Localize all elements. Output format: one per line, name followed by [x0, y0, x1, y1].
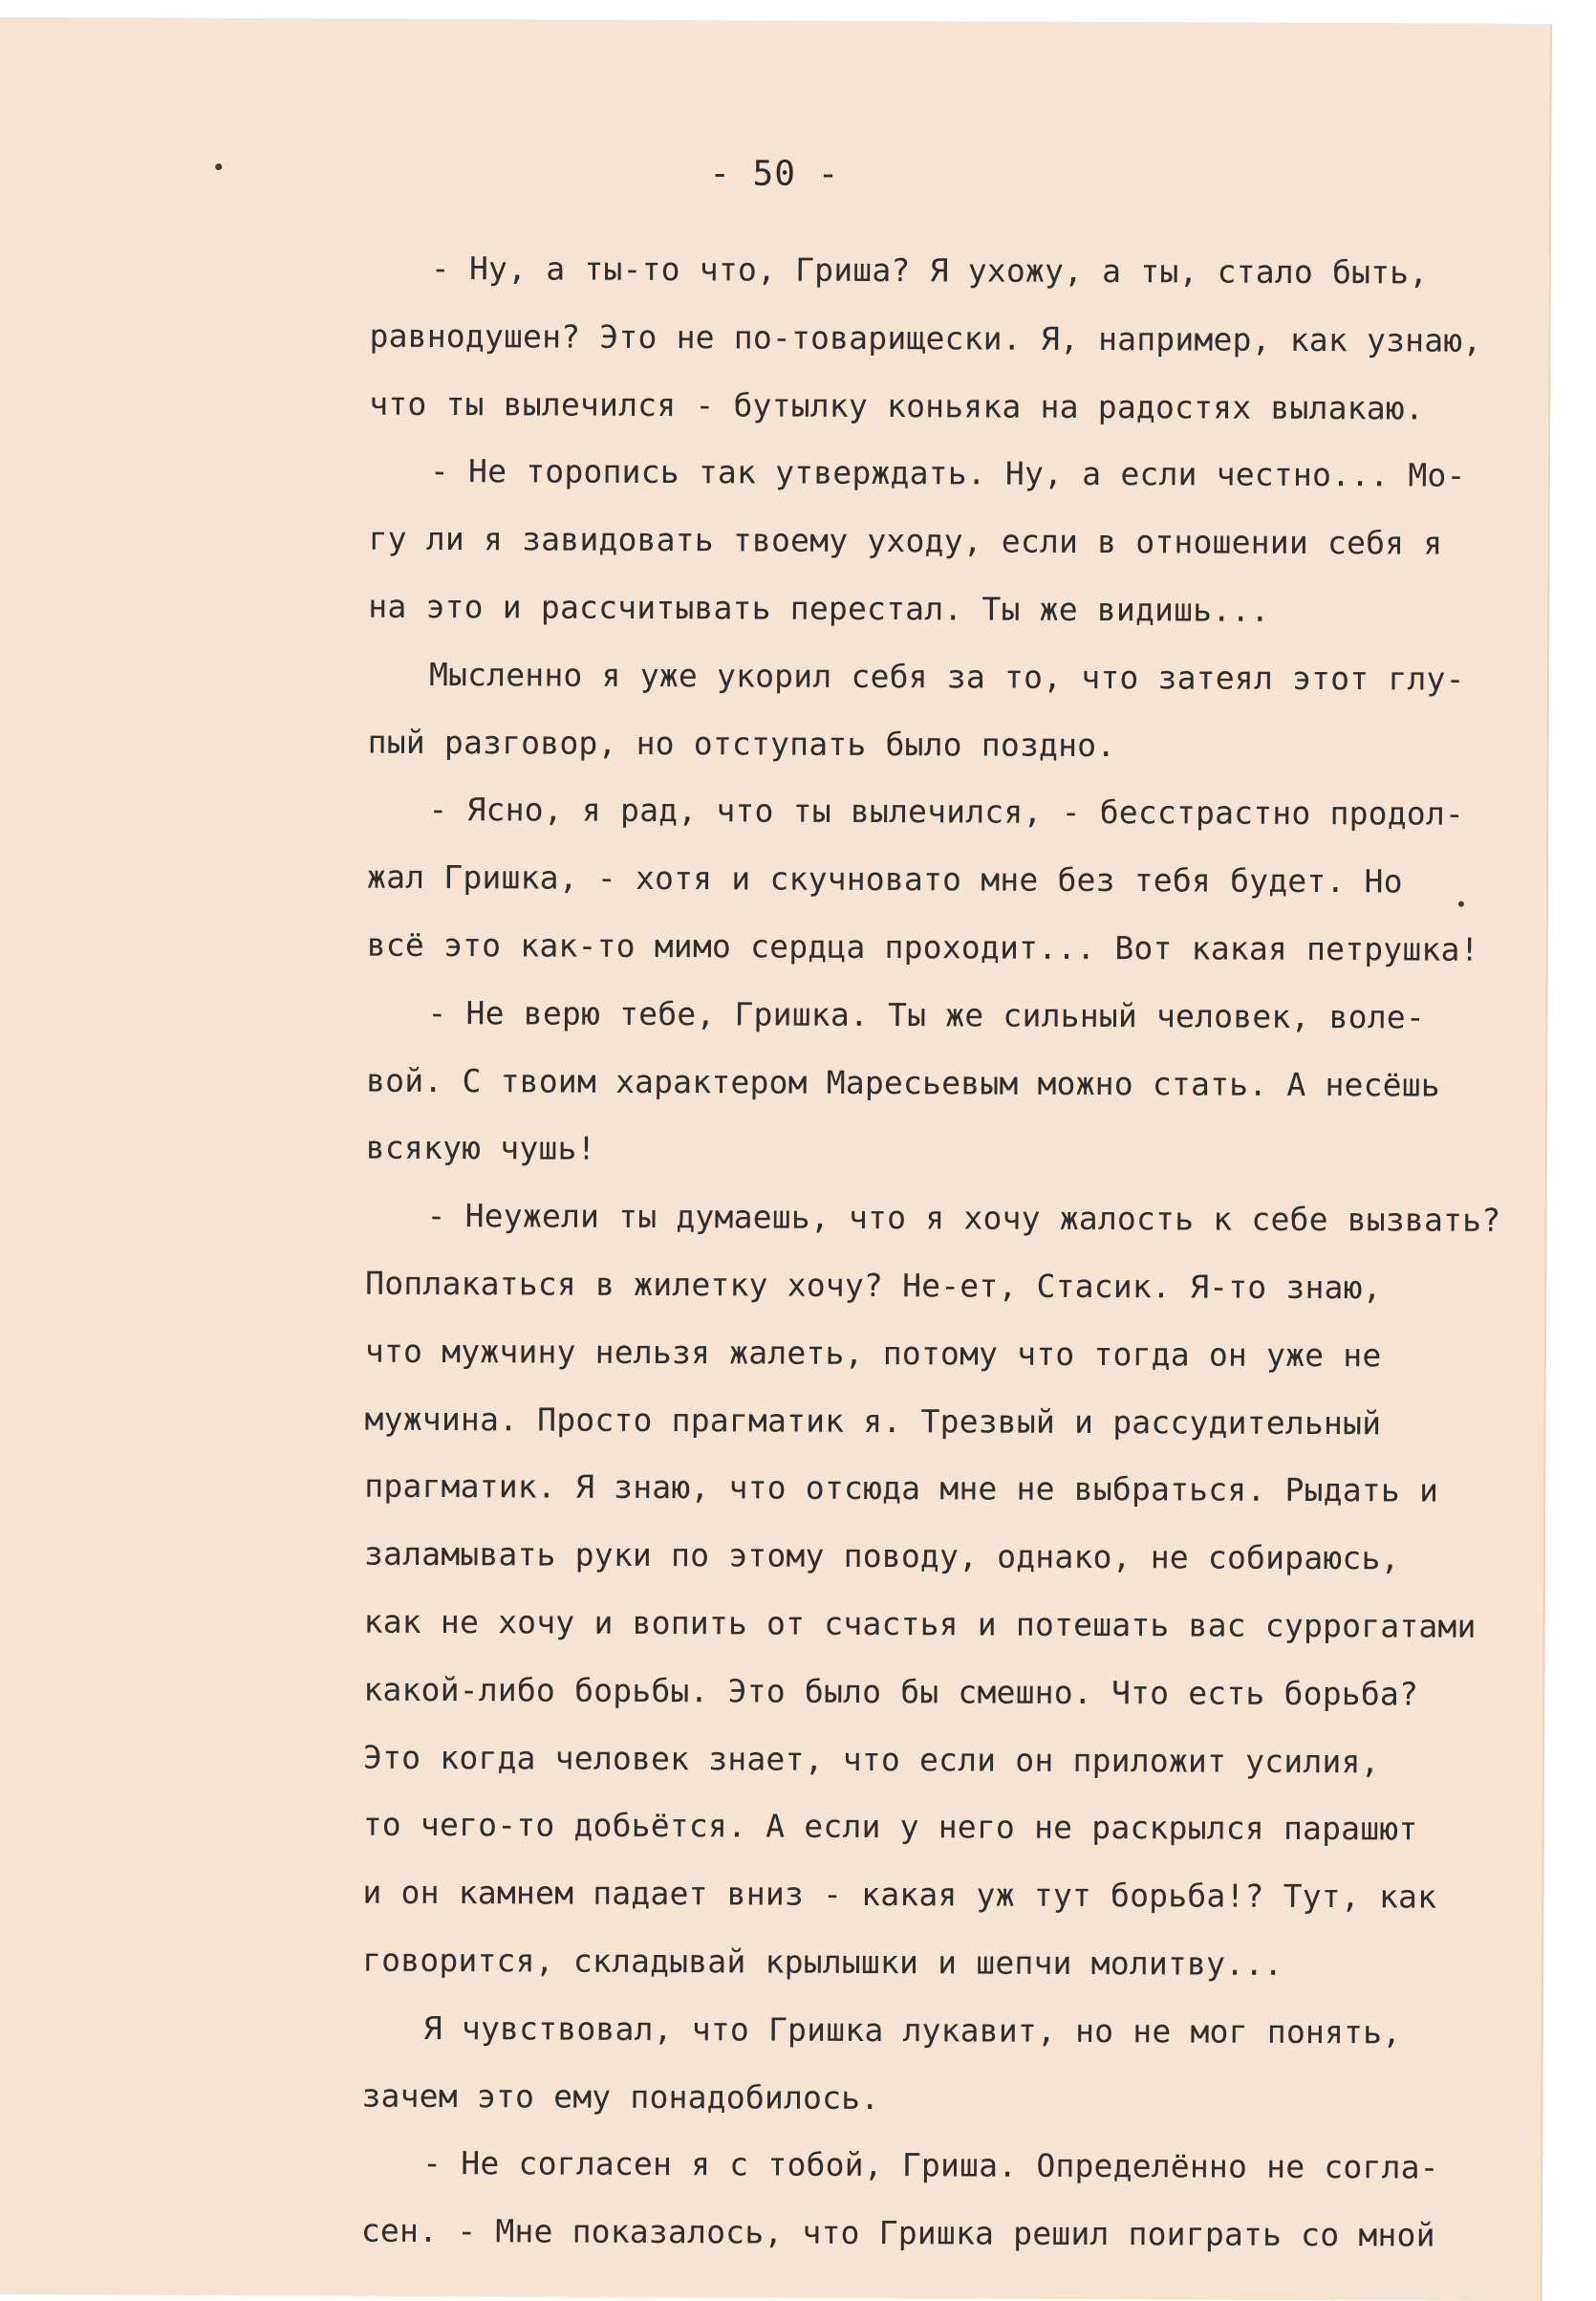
typewritten-page — [0, 17, 1550, 2301]
text-line: мужчина. Просто прагматик я. Трезвый и рассудительный — [364, 1400, 1382, 1442]
text-line: прагматик. Я знаю, что отсюда мне не выбраться. Рыдать и — [364, 1467, 1439, 1509]
text-line: гу ли я завидовать твоему уходу, если в отношении себя я — [368, 519, 1443, 562]
text-line: что мужчину нельзя жалеть, потому что тогда он уже не — [364, 1332, 1382, 1375]
text-line: всякую чушь! — [365, 1129, 596, 1168]
page-body-text — [361, 235, 1574, 2270]
text-line: - Не согласен я с тобой, Гриша. Определённо не согла- — [422, 2144, 1439, 2186]
text-line: Поплакаться в жилетку хочу? Не-ет, Стасик. Я-то знаю, — [365, 1264, 1382, 1307]
text-line: заламывать руки по этому поводу, однако, не собираюсь, — [363, 1534, 1400, 1577]
text-line: какой-либо борьбы. Это было бы смешно. Что есть борьба? — [363, 1670, 1419, 1713]
text-line: жал Гришка, - хотя и скучновато мне без тебя будет. Но — [366, 857, 1403, 901]
text-line: Я чувствовал, что Гришка лукавит, но не мог понять, — [422, 2008, 1402, 2051]
text-line: говорится, складывай крылышки и шепчи молитву... — [362, 1941, 1283, 1983]
page-number: - 50 - — [709, 154, 840, 194]
text-line: на это и рассчитывать перестал. Ты же видишь... — [368, 587, 1270, 629]
text-line: - Неужели ты думаешь, что я хочу жалость к себе вызвать? — [426, 1197, 1501, 1240]
text-line: - Не торопись так утверждать. Ну, а если честно... Мо- — [429, 452, 1466, 495]
text-line: что ты вылечился - бутылку коньяка на радостях вылакаю. — [369, 384, 1425, 427]
text-line: зачем это ему понадобилось. — [361, 2076, 880, 2116]
text-line: - Ну, а ты-то что, Гриша? Я ухожу, а ты, стало быть, — [430, 249, 1429, 292]
text-line: сен. - Мне показалось, что Гришка решил поиграть со мной — [360, 2211, 1435, 2254]
text-line: пый разговор, но отступать было поздно. — [367, 723, 1116, 764]
text-line: вой. С твоим характером Маресьевым можно стать. А несёшь — [366, 1061, 1441, 1104]
text-line: равнодушен? Это не по-товарищески. Я, например, как узнаю, — [369, 316, 1482, 359]
text-line: то чего-то добьётся. А если у него не раскрылся парашют — [362, 1806, 1418, 1848]
ink-speck — [215, 163, 222, 170]
text-line: Это когда человек знает, что если он приложит усилия, — [362, 1738, 1380, 1780]
ink-speck — [1458, 901, 1464, 907]
text-line: - Не верю тебе, Гришка. Ты же сильный человек, воле- — [427, 993, 1426, 1036]
text-line: всё это как-то мимо сердца проходит... Вот какая петрушка! — [366, 925, 1479, 968]
text-line: и он камнем падает вниз - какая уж тут борьба!? Тут, как — [362, 1873, 1437, 1916]
text-line: как не хочу и вопить от счастья и потешать вас суррогатами — [363, 1602, 1477, 1645]
text-line: - Ясно, я рад, что ты вылечился, - бесстрастно продол- — [428, 791, 1465, 834]
text-line: Мысленно я уже укорил себя за то, что затеял этот глу- — [428, 655, 1465, 698]
